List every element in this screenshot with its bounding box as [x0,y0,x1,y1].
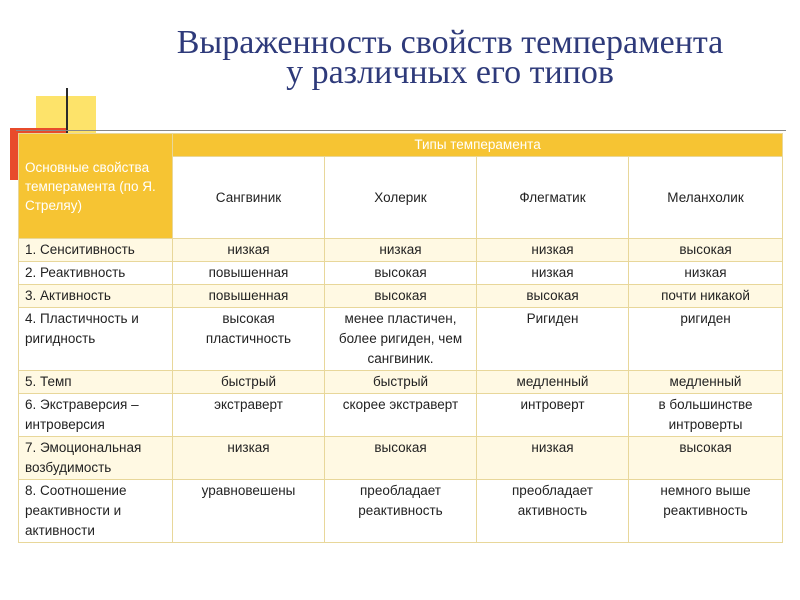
temperament-properties-table [18,133,783,543]
table-row [19,308,783,371]
table-header-row [19,134,783,157]
row-value: повышенная [173,285,325,308]
decorative-horizontal-line [16,130,786,131]
type-choleric: Холерик [325,157,477,239]
row-value: почти никакой [629,285,783,308]
header-types-cell: Типы темперамента [173,134,783,157]
row-value: низкая [173,437,325,480]
row-property: 3. Активность [19,285,173,308]
row-value: высокая [477,285,629,308]
row-value: интроверт [477,394,629,437]
table-row [19,285,783,308]
row-value: уравновешены [173,480,325,543]
row-value: высокая [325,262,477,285]
row-value: немного выше реактивность [629,480,783,543]
row-property: 1. Сенситивность [19,239,173,262]
slide-title-line-2: у различных его типов [286,54,614,91]
row-value: высокая [325,437,477,480]
table-row [19,239,783,262]
row-value: низкая [477,239,629,262]
slide-title [110,24,790,91]
row-property: 8. Соотношение реактивности и активности [19,480,173,543]
row-value: повышенная [173,262,325,285]
row-property: 5. Темп [19,371,173,394]
row-value: преобладает реактивность [325,480,477,543]
row-value: медленный [477,371,629,394]
row-value: ригиден [629,308,783,371]
row-value: в большинстве интроверты [629,394,783,437]
row-value: менее пластичен, более ригиден, чем сангвиник. [325,308,477,371]
row-value: высокая [325,285,477,308]
table-row [19,394,783,437]
row-value: медленный [629,371,783,394]
row-value: низкая [325,239,477,262]
row-value: высокая пластичность [173,308,325,371]
table-row [19,371,783,394]
row-value: экстраверт [173,394,325,437]
row-value: Ригиден [477,308,629,371]
row-property: 2. Реактивность [19,262,173,285]
type-phlegmatic: Флегматик [477,157,629,239]
row-value: преобладает активность [477,480,629,543]
type-sanguine: Сангвиник [173,157,325,239]
row-value: высокая [629,437,783,480]
table-row [19,480,783,543]
row-value: скорее экстраверт [325,394,477,437]
row-value: низкая [173,239,325,262]
row-value: низкая [477,437,629,480]
row-value: высокая [629,239,783,262]
header-properties-cell: Основные свойства темперамента (по Я. Стреляу) [19,134,173,239]
type-melancholic: Меланхолик [629,157,783,239]
slide-title-line-1: Выраженность свойств темперамента [176,24,724,61]
row-value: низкая [477,262,629,285]
row-value: быстрый [173,371,325,394]
row-value: быстрый [325,371,477,394]
row-property: 6. Экстраверсия – интроверсия [19,394,173,437]
row-property: 4. Пластичность и ригидность [19,308,173,371]
row-value: низкая [629,262,783,285]
table-row [19,262,783,285]
row-property: 7. Эмоциональная возбудимость [19,437,173,480]
table-row [19,437,783,480]
